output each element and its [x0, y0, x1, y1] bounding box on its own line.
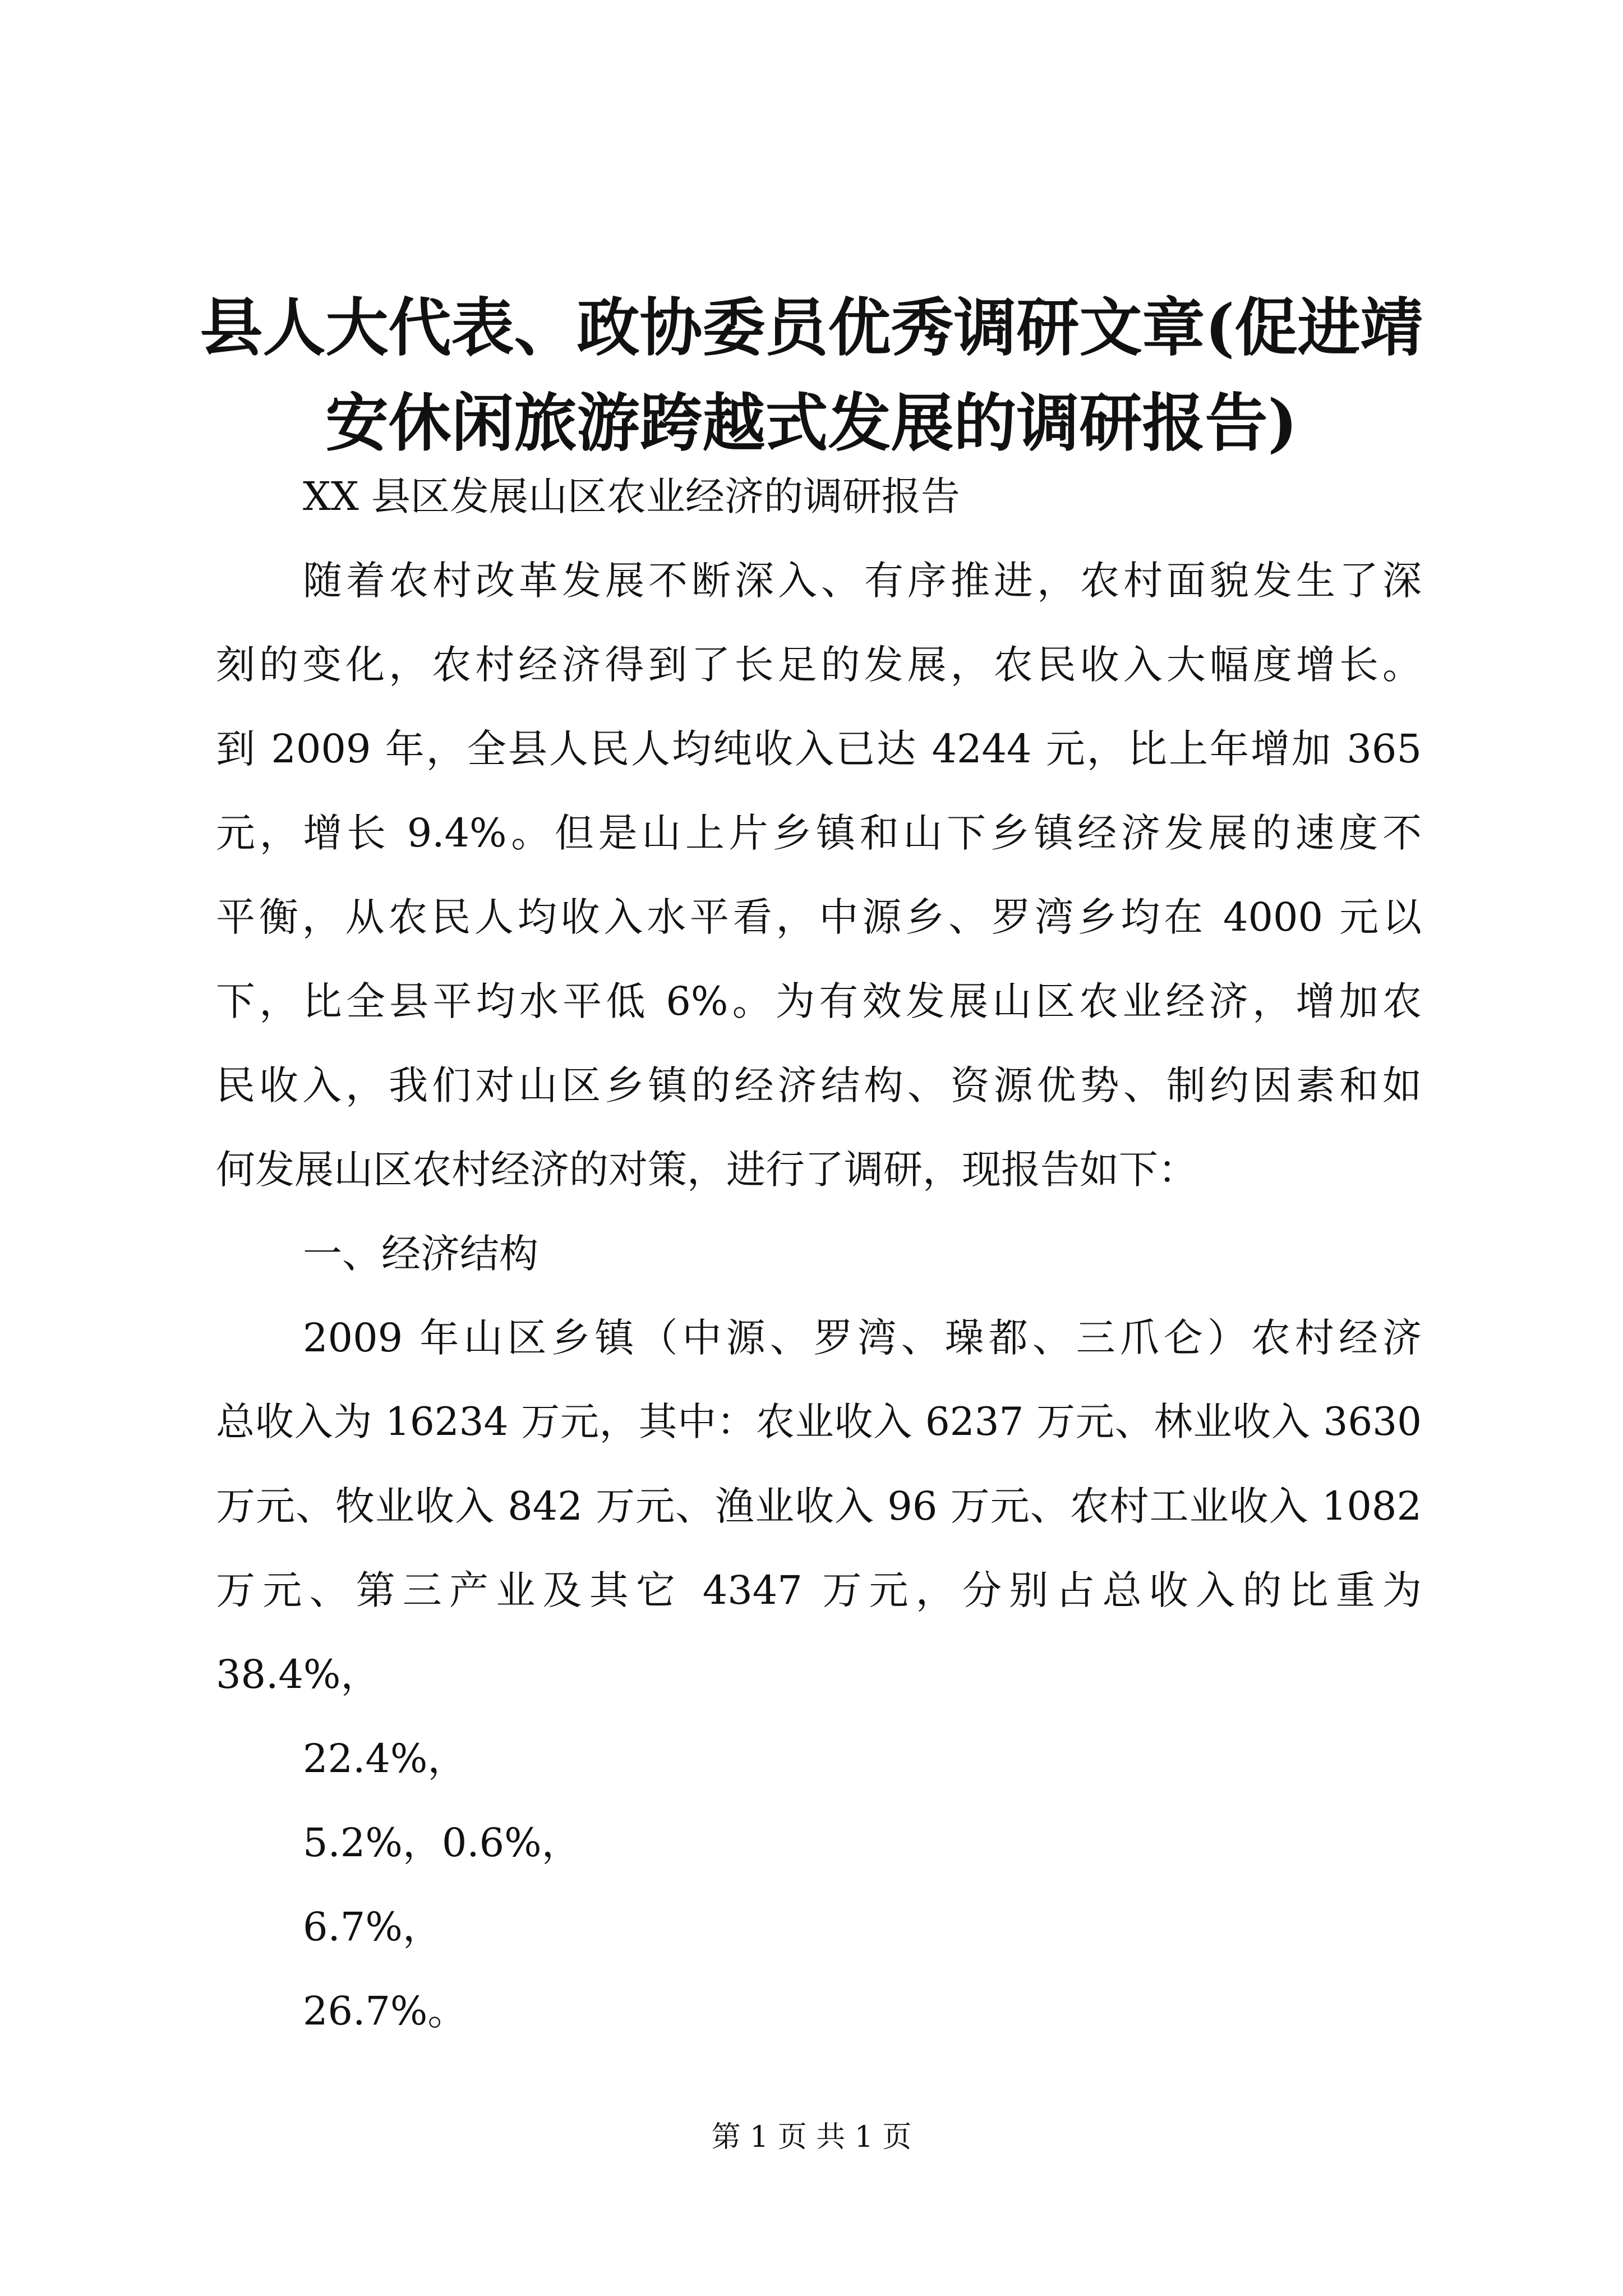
page-footer: 第 1 页 共 1 页 — [711, 2120, 912, 2154]
paragraph-line: 民收入，我们对山区乡镇的经济结构、资源优势、制约因素和如 — [216, 1062, 1422, 1108]
paragraph-line: 到 2009 年，全县人民人均纯收入已达 4244 元，比上年增加 365 — [216, 726, 1422, 772]
paragraph-line: 刻的变化，农村经济得到了长足的发展，农民收入大幅度增长。 — [216, 642, 1422, 688]
subtitle-line: XX 县区发展山区农业经济的调研报告 — [303, 473, 960, 519]
paragraph-line: 38.4%， — [216, 1651, 380, 1697]
document-title — [185, 280, 1438, 471]
title-line-1: 县人大代表、政协委员优秀调研文章(促进靖 — [200, 291, 1423, 365]
percentage-line: 5.2%，0.6%， — [303, 1820, 581, 1866]
percentage-line: 6.7%， — [303, 1904, 442, 1950]
paragraph-line: 下，比全县平均水平低 6%。为有效发展山区农业经济，增加农 — [216, 978, 1422, 1024]
paragraph-line: 万元、牧业收入 842 万元、渔业收入 96 万元、农村工业收入 1082 — [216, 1483, 1422, 1529]
section-heading: 一、经济结构 — [303, 1231, 538, 1277]
paragraph-line: 元，增长 9.4%。但是山上片乡镇和山下乡镇经济发展的速度不 — [216, 810, 1422, 856]
percentage-line: 22.4%， — [303, 1736, 467, 1782]
document-body — [216, 454, 1422, 2053]
paragraph-line: 何发展山区农村经济的对策，进行了调研，现报告如下： — [216, 1147, 1197, 1193]
paragraph-line: 2009 年山区乡镇（中源、罗湾、璪都、三爪仑）农村经济 — [303, 1315, 1422, 1361]
percentage-line: 26.7%。 — [303, 1988, 467, 2034]
paragraph-line: 总收入为 16234 万元，其中：农业收入 6237 万元、林业收入 3630 — [216, 1400, 1422, 1444]
title-line-2: 安休闲旅游跨越式发展的调研报告) — [325, 386, 1298, 460]
paragraph-line: 万元、第三产业及其它 4347 万元，分别占总收入的比重为 — [216, 1567, 1422, 1613]
paragraph-line: 平衡，从农民人均收入水平看，中源乡、罗湾乡均在 4000 元以 — [216, 894, 1422, 940]
paragraph-line: 随着农村改革发展不断深入、有序推进，农村面貌发生了深 — [303, 558, 1422, 604]
